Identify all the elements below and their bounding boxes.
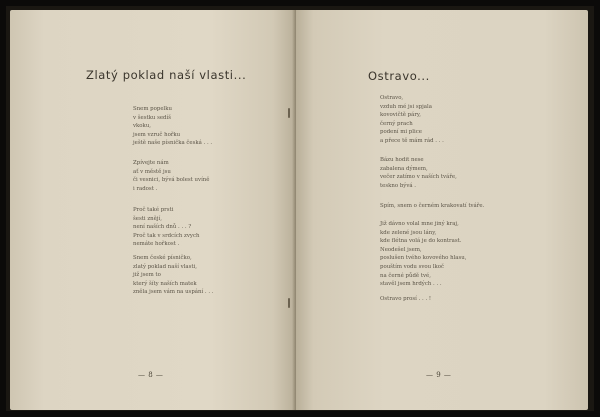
left-stanza-3 (133, 206, 199, 249)
poem-line: není naších dnů . . . ? (133, 224, 192, 231)
poem-line: zněla jsem vám na uspání . . . (133, 289, 214, 296)
right-stanza-1 (380, 94, 444, 146)
right-stanza-2 (380, 156, 457, 190)
right-stanza-4 (380, 220, 466, 289)
poem-line: stavěl jsem hrdých . . . (380, 281, 442, 288)
poem-line: vkoku, (133, 123, 152, 130)
poem-line: vzduh mé jsi spjala (380, 103, 432, 110)
poem-line: či vesnici, bývá bolest uvíně (133, 177, 210, 184)
poem-line: Proč tak v srdcích zvych (133, 232, 200, 239)
right-stanza-3 (380, 202, 484, 211)
poem-line: ještě naše písnička česká . . . (133, 140, 213, 147)
binding-staple (288, 108, 290, 118)
binding-staple (288, 298, 290, 308)
poem-line: nemáte hořkost . (133, 241, 180, 248)
poem-line: v šestku sedíš (133, 114, 171, 121)
poem-line: zlatý poklad naší vlasti, (133, 263, 198, 270)
page-number-left: — 8 — (138, 371, 164, 379)
poem-line: kovovičtě páry, (380, 112, 421, 119)
poem-line: Spím, snem o černém krakovatí tváře. (380, 203, 485, 209)
right-stanza-5 (380, 295, 431, 304)
poem-line: ať v městě jsu (133, 168, 171, 175)
poem-line: a přece tě mám rád . . . (380, 137, 444, 144)
poem-line: zabalena dýmem, (380, 165, 428, 172)
poem-line: Neodešel jsem, (380, 246, 422, 253)
poem-line: Zpívejte nám (133, 160, 169, 166)
poem-line: pouštím vodu svou lkoč (380, 263, 445, 270)
poem-line: Již dávno volal mne jiný kraj, (380, 221, 459, 227)
page-number-right: — 9 — (426, 371, 452, 379)
poem-line: Proč také prsti (133, 207, 174, 213)
poem-line: již jsem to (133, 272, 161, 279)
poem-line: podení mi plice (380, 129, 422, 136)
poem-line: Ostravo, (380, 95, 404, 101)
poem-line: i radost . (133, 185, 158, 192)
poem-line: teskno bývá . (380, 182, 417, 189)
poem-line: poslušen tvého kovového hlasu, (380, 255, 467, 262)
open-book (6, 6, 594, 411)
poem-line: kde zelené jsou lány, (380, 229, 437, 236)
poem-line: večer zatímo v naších tváře, (380, 174, 457, 181)
poem-line: černý prach (380, 120, 413, 127)
left-stanza-2 (133, 159, 209, 193)
poem-line: Snem české písničko, (133, 255, 192, 261)
left-page-title: Zlatý poklad naší vlasti... (86, 68, 247, 82)
poem-line: Snem popelku (133, 106, 172, 112)
poem-line: šesti znějí, (133, 215, 162, 222)
right-page-title: Ostravo... (368, 69, 430, 83)
left-page (10, 10, 296, 410)
left-stanza-4 (133, 254, 213, 297)
right-page (296, 10, 588, 410)
poem-line: který šíty naších matek (133, 280, 197, 287)
left-stanza-1 (133, 105, 212, 148)
poem-line: jsem vzruč hořku (133, 131, 181, 138)
poem-line: Ostravo prosí . . . ! (380, 296, 432, 302)
poem-line: kde flétna volá je do kontrast. (380, 238, 462, 245)
poem-line: na černé půdě tvé, (380, 272, 431, 279)
poem-line: Bázu hodit nese (380, 157, 424, 163)
